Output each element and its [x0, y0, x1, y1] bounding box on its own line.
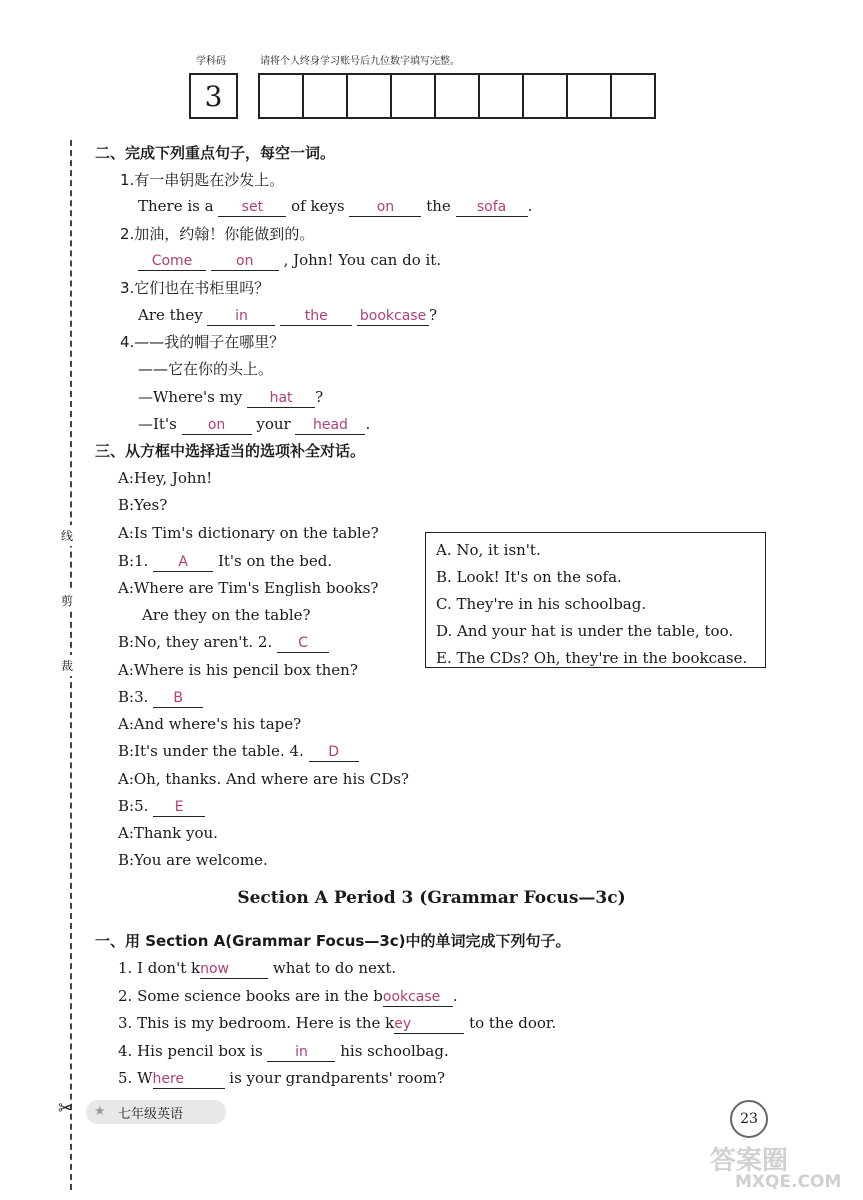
answer-blank[interactable]: C [277, 634, 329, 653]
dialog-line-b4: B:It's under the table. 4. D [118, 741, 359, 762]
part1-title: 一、用 Section A(Grammar Focus—3c)中的单词完成下列句子。 [95, 932, 571, 950]
account-instruction: 请将个人终身学习账号后九位数字填写完整。 [260, 56, 460, 67]
option-item: C. They're in his schoolbag. [436, 595, 647, 613]
answer-blank[interactable]: set [218, 198, 286, 217]
answer-blank[interactable]: bookcase [357, 307, 429, 326]
watermark-url: MXQE.COM [735, 1172, 842, 1192]
option-item: A. No, it isn't. [436, 541, 541, 559]
p1-q1: 1. I don't know what to do next. [118, 959, 397, 977]
section-title: Section A Period 3 (Grammar Focus—3c) [237, 888, 626, 908]
dialog-line: A:And where's his tape? [118, 715, 302, 733]
answer-blank[interactable]: on [182, 416, 252, 435]
answer-blank[interactable]: sofa [456, 198, 528, 217]
account-number-boxes [260, 73, 656, 119]
answer-blank[interactable]: A [153, 553, 213, 572]
digit-box[interactable] [478, 73, 524, 119]
digit-box[interactable] [258, 73, 304, 119]
part2-title: 二、完成下列重点句子，每空一词。 [95, 144, 336, 162]
q1-sentence: There is a set of keys on the sofa . [138, 197, 533, 215]
scissors-icon: ✂ [58, 1098, 74, 1119]
answer-blank[interactable]: now [200, 960, 268, 979]
answer-blank[interactable]: B [153, 689, 203, 708]
cut-char: 线 [61, 525, 73, 546]
cut-char: 剪 [61, 590, 73, 611]
book-title: 七年级英语 [118, 1107, 184, 1122]
answer-blank[interactable]: here [153, 1070, 225, 1089]
p1-q5: 5. Where is your grandparents' room? [118, 1069, 445, 1087]
dialog-line: Are they on the table? [142, 606, 311, 624]
part3-title: 三、从方框中选择适当的选项补全对话。 [95, 442, 366, 460]
watermark: 答案圈 [710, 1146, 789, 1176]
answer-blank[interactable]: ookcase [383, 988, 453, 1007]
answer-blank[interactable]: in [267, 1043, 335, 1062]
answer-blank[interactable]: head [295, 416, 365, 435]
dialog-line: A:Thank you. [118, 824, 218, 842]
dialog-line-b1: B:1. A It's on the bed. [118, 552, 333, 570]
digit-box[interactable] [522, 73, 568, 119]
q4-chinese-2: ——它在你的头上。 [138, 360, 274, 378]
q3-chinese: 3.它们也在书柜里吗？ [120, 279, 270, 297]
p1-q3: 3. This is my bedroom. Here is the key to the door. [118, 1014, 557, 1032]
p1-q2: 2. Some science books are in the bookcase . [118, 987, 458, 1005]
dialog-line: B:Yes? [118, 496, 168, 514]
answer-blank[interactable]: E [153, 798, 205, 817]
dialog-line-b5: B:5. E [118, 796, 205, 817]
dialog-line-b2: B:No, they aren't. 2. C [118, 632, 329, 653]
options-box [425, 532, 766, 668]
option-item: E. The CDs? Oh, they're in the bookcase. [436, 649, 748, 667]
subject-code: 3 [204, 79, 223, 113]
page-number: 23 [730, 1100, 768, 1138]
q4-line-2: —It's on your head . [138, 415, 371, 433]
option-item: B. Look! It's on the sofa. [436, 568, 622, 586]
q3-sentence: Are they in the bookcase ? [138, 306, 438, 324]
star-icon: ★ [94, 1104, 106, 1119]
answer-blank[interactable]: ey [394, 1015, 464, 1034]
subject-code-box [189, 73, 238, 119]
digit-box[interactable] [390, 73, 436, 119]
answer-blank[interactable]: hat [247, 389, 315, 408]
subject-code-label: 学科码 [196, 56, 226, 67]
answer-blank[interactable]: on [211, 252, 279, 271]
answer-blank[interactable]: on [349, 198, 421, 217]
dialog-line: A:Hey, John! [118, 469, 213, 487]
answer-blank[interactable]: Come [138, 252, 206, 271]
dialog-line: A:Is Tim's dictionary on the table? [118, 524, 379, 542]
digit-box[interactable] [302, 73, 348, 119]
answer-blank[interactable]: D [309, 743, 359, 762]
digit-box[interactable] [346, 73, 392, 119]
dialog-line: A:Where is his pencil box then? [118, 661, 358, 679]
digit-box[interactable] [434, 73, 480, 119]
digit-box[interactable] [566, 73, 612, 119]
q1-chinese: 1.有一串钥匙在沙发上。 [120, 171, 285, 189]
p1-q4: 4. His pencil box is in his schoolbag. [118, 1042, 449, 1060]
q4-line-1: —Where's my hat ? [138, 388, 324, 406]
dialog-line: A:Where are Tim's English books? [118, 579, 379, 597]
dialog-line-b3: B:3. B [118, 687, 203, 708]
q2-sentence: Come on , John! You can do it. [138, 250, 441, 271]
option-item: D. And your hat is under the table, too. [436, 622, 734, 640]
dialog-line: B:You are welcome. [118, 851, 268, 869]
answer-blank[interactable]: in [207, 307, 275, 326]
q2-chinese: 2.加油，约翰！你能做到的。 [120, 225, 315, 243]
digit-box[interactable] [610, 73, 656, 119]
cut-char: 裁 [61, 655, 73, 676]
answer-blank[interactable]: the [280, 307, 352, 326]
q4-chinese-1: 4.——我的帽子在哪里？ [120, 333, 285, 351]
dialog-line: A:Oh, thanks. And where are his CDs? [118, 770, 409, 788]
